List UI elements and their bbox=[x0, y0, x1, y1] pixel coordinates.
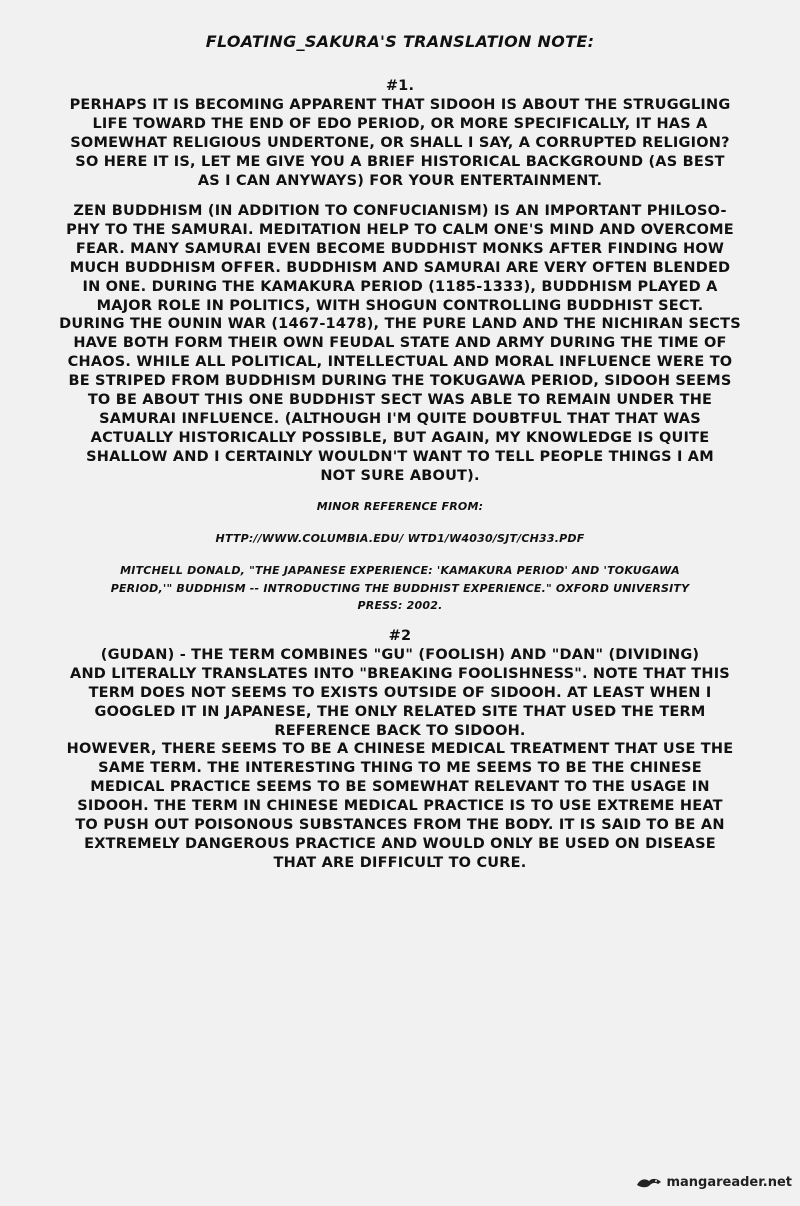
text-line: ACTUALLY HISTORICALLY POSSIBLE, BUT AGAIN, MY KNOWLEDGE IS QUITE bbox=[90, 429, 710, 446]
note-1-body bbox=[40, 202, 760, 486]
text-line: SOMEWHAT RELIGIOUS UNDERTONE, OR SHALL I SAY, A CORRUPTED RELIGION? bbox=[70, 134, 730, 151]
text-line: SO HERE IT IS, LET ME GIVE YOU A BRIEF HISTORICAL BACKGROUND (AS BEST bbox=[75, 153, 725, 170]
text-line: GOOGLED IT IN JAPANESE, THE ONLY RELATED SITE THAT USED THE TERM bbox=[94, 703, 706, 720]
text-line: MUCH BUDDHISM OFFER. BUDDHISM AND SAMURAI ARE VERY OFTEN BLENDED bbox=[69, 259, 731, 276]
watermark-text: mangareader.net bbox=[666, 1175, 792, 1190]
text-line: ZEN BUDDHISM (IN ADDITION TO CONFUCIANISM) IS AN IMPORTANT PHILOSO- bbox=[73, 203, 727, 219]
text-line: MEDICAL PRACTICE SEEMS TO BE SOMEWHAT RELEVANT TO THE USAGE IN bbox=[90, 779, 710, 796]
text-line: TO PUSH OUT POISONOUS SUBSTANCES FROM THE BODY. IT IS SAID TO BE AN bbox=[75, 817, 725, 834]
text-line: CHAOS. WHILE ALL POLITICAL, INTELLECTUAL AND MORAL INFLUENCE WERE TO bbox=[67, 354, 733, 371]
watermark[interactable] bbox=[636, 1175, 792, 1190]
text-line: (GUDAN) - THE TERM COMBINES "GU" (FOOLISH) AND "DAN" (DIVIDING) bbox=[100, 646, 700, 663]
citation-line: PRESS: 2002. bbox=[357, 599, 443, 612]
text-line: BE STRIPED FROM BUDDHISM DURING THE TOKUGAWA PERIOD, SIDOOH SEEMS bbox=[68, 373, 732, 390]
text-line: HAVE BOTH FORM THEIR OWN FEUDAL STATE AND ARMY DURING THE TIME OF bbox=[73, 335, 727, 352]
text-line: IN ONE. DURING THE KAMAKURA PERIOD (1185-1333), BUDDHISM PLAYED A bbox=[82, 278, 718, 295]
text-line: EXTREMELY DANGEROUS PRACTICE AND WOULD ONLY BE USED ON DISEASE bbox=[84, 835, 716, 852]
reference-url: HTTP://WWW.COLUMBIA.EDU/ WTD1/W4030/SJT/CH33.PDF bbox=[215, 532, 585, 545]
text-line: AND LITERALLY TRANSLATES INTO "BREAKING FOOLISHNESS". NOTE THAT THIS bbox=[70, 665, 730, 682]
note-2-number: #2 bbox=[388, 628, 412, 644]
citation-line: MITCHELL DONALD, "THE JAPANESE EXPERIENCE: 'KAMAKURA PERIOD' AND 'TOKUGAWA bbox=[120, 564, 680, 577]
text-line: AS I CAN ANYWAYS) FOR YOUR ENTERTAINMENT. bbox=[197, 172, 603, 189]
text-line: TO BE ABOUT THIS ONE BUDDHIST SECT WAS ABLE TO REMAIN UNDER THE bbox=[87, 392, 713, 409]
note-2 bbox=[40, 627, 760, 873]
note-1-intro bbox=[40, 77, 760, 190]
text-line: FEAR. MANY SAMURAI EVEN BECOME BUDDHIST MONKS AFTER FINDING HOW bbox=[75, 240, 725, 257]
text-line: PERHAPS IT IS BECOMING APPARENT THAT SIDOOH IS ABOUT THE STRUGGLING bbox=[69, 96, 731, 113]
text-line: TERM DOES NOT SEEMS TO EXISTS OUTSIDE OF SIDOOH. AT LEAST WHEN I bbox=[88, 684, 712, 701]
note-1-number: #1. bbox=[385, 78, 415, 94]
text-line: MAJOR ROLE IN POLITICS, WITH SHOGUN CONTROLLING BUDDHIST SECT. bbox=[96, 297, 704, 314]
reference-heading: MINOR REFERENCE FROM: bbox=[316, 500, 484, 513]
text-line: DURING THE OUNIN WAR (1467-1478), THE PURE LAND AND THE NICHIRAN SECTS bbox=[59, 316, 741, 333]
text-line: LIFE TOWARD THE END OF EDO PERIOD, OR MORE SPECIFICALLY, IT HAS A bbox=[92, 115, 708, 132]
text-line: NOT SURE ABOUT). bbox=[320, 467, 480, 484]
text-line: SAME TERM. THE INTERESTING THING TO ME SEEMS TO BE THE CHINESE bbox=[98, 760, 702, 777]
tiger-logo-icon bbox=[636, 1176, 662, 1190]
text-line: REFERENCE BACK TO SIDOOH. bbox=[274, 722, 526, 739]
text-line: PHY TO THE SAMURAI. MEDITATION HELP TO CALM ONE'S MIND AND OVERCOME bbox=[66, 221, 734, 238]
text-line: SAMURAI INFLUENCE. (ALTHOUGH I'M QUITE DOUBTFUL THAT THAT WAS bbox=[99, 410, 701, 427]
citation-line: PERIOD,'" BUDDHISM -- INTRODUCTING THE BUDDHIST EXPERIENCE." OXFORD UNIVERSITY bbox=[110, 581, 690, 595]
text-line: SHALLOW AND I CERTAINLY WOULDN'T WANT TO TELL PEOPLE THINGS I AM bbox=[86, 448, 714, 465]
text-line: SIDOOH. THE TERM IN CHINESE MEDICAL PRACTICE IS TO USE EXTREME HEAT bbox=[77, 798, 723, 815]
page-title: FLOATING_SAKURA'S TRANSLATION NOTE: bbox=[205, 32, 595, 51]
reference-citation bbox=[40, 562, 760, 615]
text-line: THAT ARE DIFFICULT TO CURE. bbox=[273, 854, 527, 871]
text-line: HOWEVER, THERE SEEMS TO BE A CHINESE MEDICAL TREATMENT THAT USE THE bbox=[66, 741, 734, 758]
